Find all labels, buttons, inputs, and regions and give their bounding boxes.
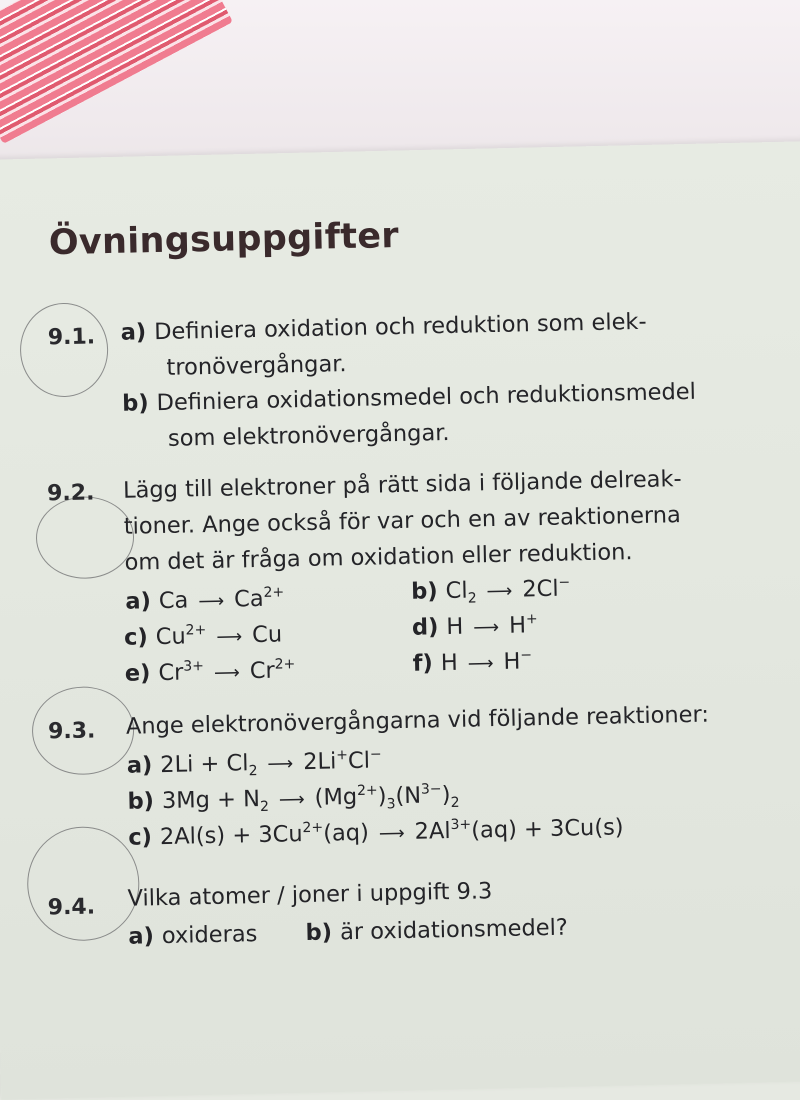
reaction-9-3-b: b) $3Mg + N_2$ ⟶ $(Mg^{2+})_3(N^{3-})_2$ bbox=[127, 781, 460, 815]
exercise-9-2-line1: Lägg till elektroner på rätt sida i följande delreak- bbox=[122, 466, 682, 504]
exercise-number-9-2: 9.2. bbox=[46, 480, 95, 507]
exercise-9-1-b-line1: b) Definiera oxidationsmedel och reduktionsmedel bbox=[121, 378, 697, 417]
exercise-number-9-3: 9.3. bbox=[47, 718, 96, 745]
exercise-9-1-a-line2: tronövergångar. bbox=[166, 351, 347, 381]
exercise-number-9-1: 9.1. bbox=[47, 324, 96, 351]
exercise-9-3-line1: Ange elektronövergångarna vid följande reaktioner: bbox=[125, 701, 710, 740]
pencil-circle-9-2 bbox=[35, 496, 135, 580]
reaction-9-2-d: d) H ⟶ H+ bbox=[411, 611, 538, 641]
exercise-9-2-line3: om det är fråga om oxidation eller reduktion. bbox=[124, 539, 633, 576]
reaction-9-2-f: f) H ⟶ H− bbox=[412, 647, 533, 677]
reaction-9-3-a: a) $2Li + Cl_2$ ⟶ 2Li+Cl− bbox=[126, 746, 382, 780]
exercise-9-1-b-line2: som elektronövergångar. bbox=[167, 419, 450, 452]
exercise-9-2-line2: tioner. Ange också för var och en av reaktionerna bbox=[123, 502, 682, 540]
item-label: b) bbox=[121, 390, 149, 417]
exercise-9-4-items: a) oxideras b) är oxidationsmedel? bbox=[128, 914, 569, 950]
pencil-circle-9-4 bbox=[26, 826, 140, 942]
reaction-9-2-c: c) $Cu^{2+}$ ⟶ Cu bbox=[123, 621, 283, 651]
item-label: a) bbox=[120, 319, 147, 346]
exercise-9-4-line1: Vilka atomer / joner i uppgift 9.3 bbox=[127, 878, 493, 912]
page-title: Övningsuppgifter bbox=[48, 215, 400, 264]
reaction-9-2-e: e) $Cr^{3+}$ ⟶ $Cr^{2+}$ bbox=[124, 656, 296, 687]
reaction-9-3-c: c) $2Al(s) + 3Cu^{2+}(aq)$ ⟶ $2Al^{3+}(aq) + 3Cu(s)$ bbox=[128, 814, 624, 851]
reaction-9-2-a: a) Ca ⟶ $Ca^{2+}$ bbox=[125, 584, 285, 615]
reaction-9-2-b: b) $Cl_2$ ⟶ 2Cl− bbox=[410, 574, 571, 607]
exercise-number-9-4: 9.4. bbox=[47, 894, 96, 921]
exercise-9-1-a-line1: a) Definiera oxidation och reduktion som elek- bbox=[120, 308, 647, 346]
